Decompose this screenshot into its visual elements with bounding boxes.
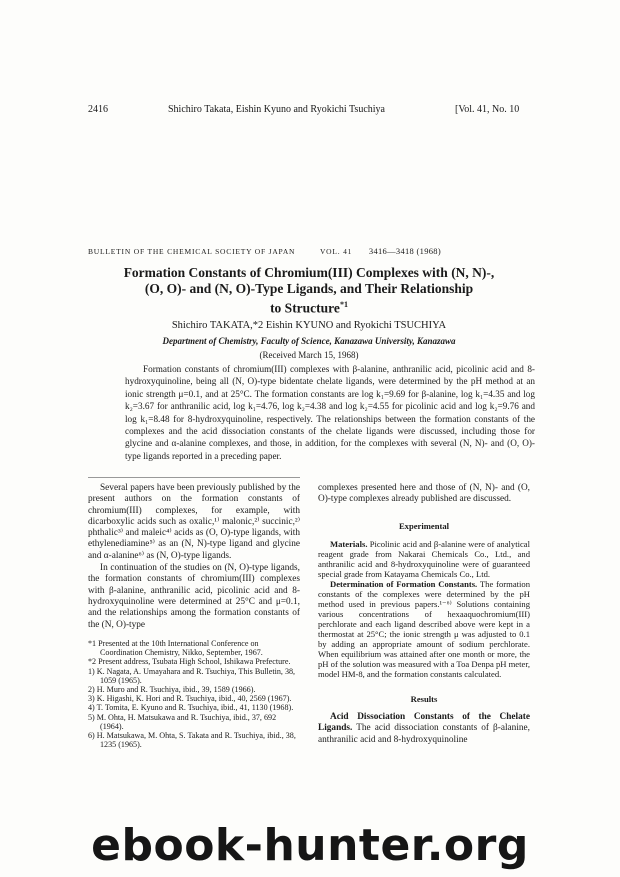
- footnote: *1 Presented at the 10th International Conference on Coordination Chemistry, Nikko, September, 1967.: [88, 639, 263, 658]
- abstract-text: Formation constants of chromium(III) complexes with β-alanine, anthranilic acid, picolinic acid and 8-hydroxyquinoline, being all (N, O)-type bidentate chelate ligands, were determined by the pH method at an ionic strength μ=0.1, and at 25°C. The formation constants are log k₁=9.69 for β-alanine, log k₁=4.35 and log k₂=3.67 for anthranilic acid, log k₁=4.76, log k₂=4.38 and log k₂=4.55 for picolinic acid and log k₂=9.76 and log k₁=8.48 for 8-hydroxyquinoline, respectively. The relationships between the formation constants of the complexes and the acid dissociation constants of the chelate ligands were discussed, including those for glycine and α-alanine complexes, and those, in addition, for the complexes with several (N, N)- and (O, O)-type ligands reported in a preceding paper.: [125, 364, 535, 461]
- author-list: Shichiro TAKATA,*2 Eishin KYUNO and Ryokichi TSUCHIYA: [171, 320, 447, 331]
- acid-dissociation-paragraph: Acid Dissociation Constants of the Chelate Ligands. The acid dissociation constants of β-alanine, anthranilic acid and 8-hydroxyquinoline: [318, 712, 531, 745]
- footnote: 6) H. Matsukawa, M. Ohta, S. Takata and R. Tsuchiya, ibid., 38, 1235 (1965).: [88, 731, 296, 750]
- footnote: *2 Present address, Tsubata High School, Ishikawa Prefecture.: [88, 657, 291, 667]
- right-column: [318, 483, 530, 746]
- results-heading: Results: [410, 693, 438, 704]
- footnote: 1) K. Nagata, A. Umayahara and R. Tsuchiya, This Bulletin, 38, 1059 (1965).: [88, 666, 296, 685]
- footnote: 4) T. Tomita, E. Kyuno and R. Tsuchiya, ibid., 41, 1130 (1968).: [88, 703, 294, 713]
- running-header-authors: Shichiro Takata, Eishin Kyuno and Ryokichi Tsuchiya: [168, 104, 385, 115]
- page-number: 2416: [88, 104, 108, 115]
- intro-continuation: complexes presented here and those of (N, N)- and (O, O)-type complexes already published are discussed.: [318, 483, 530, 505]
- journal-name: BULLETIN OF THE CHEMICAL SOCIETY OF JAPAN: [88, 247, 296, 256]
- article-title: [80, 265, 538, 317]
- footnote: 3) K. Higashi, K. Hori and R. Tsuchiya, ibid., 40, 2569 (1967).: [88, 694, 292, 704]
- footnote-divider: [88, 477, 300, 478]
- journal-line: [88, 246, 441, 256]
- acid-dissociation-heading: Acid Dissociation Constants of the Chelate Ligands.: [318, 712, 530, 734]
- title-line: Formation Constants of Chromium(III) Complexes with (N, N)-,: [123, 265, 495, 280]
- footnote: 2) H. Muro and R. Tsuchiya, ibid., 39, 1589 (1966).: [88, 685, 256, 695]
- received-date: (Received March 15, 1968): [259, 350, 359, 360]
- intro-paragraph-2: In continuation of the studies on (N, O)-type ligands, the formation constants of chromium(III) complexes with β-alanine, anthranilic acid, picolinic acid and 8-hydroxyquinoline were determined at 25°C and μ=0.1, and the relationships among the formation constants of the (N, O)-type: [88, 563, 300, 630]
- determination-heading: Determination of Formation Constants.: [330, 578, 478, 589]
- materials-paragraph: Materials. Picolinic acid and β-alanine were of analytical reagent grade from Nakarai Chemicals Co., Ltd., and anthranilic acid and 8-hydroxyquinoline were of guaranteed special grade from Katayama Chemicals Co., Ltd.: [318, 538, 530, 579]
- abstract: [125, 363, 535, 462]
- title-footnote-mark: *1: [339, 300, 348, 309]
- watermark: ebook-hunter.org: [91, 820, 529, 871]
- journal-pages: 3416—3418 (1968): [368, 246, 441, 256]
- experimental-heading: Experimental: [398, 520, 450, 531]
- intro-paragraph-1: Several papers have been previously published by the present authors on the formation constants of chromium(III) complexes, for example, with dicarboxylic acids such as oxalic,¹⁾ malonic,²⁾ succinic,²⁾ phthalic³⁾ and maleic⁴⁾ acids as (O, O)-type ligands, with ethylenediamine⁵⁾ as an (N, N)-type ligand and glycine and α-alanine⁶⁾ as (N, O)-type ligands.: [88, 483, 300, 561]
- determination-paragraph: Determination of Formation Constants. The formation constants of the complexes were determined by the pH method used in previous papers.¹⁻⁶⁾ Solutions containing various concentrations of hexaaquochromium(III) perchlorate and each ligand described above were kept in a thermostat at 25°C; the ionic strength μ was adjusted to 0.1 by adding an appropriate amount of sodium perchlorate. When equilibrium was attained after one month or more, the pH of the solution was measured with a Toa Denpa pH meter, model HM-8, and the formation constants calculated.: [318, 578, 530, 679]
- affiliation: Department of Chemistry, Faculty of Science, Kanazawa University, Kanazawa: [162, 336, 456, 346]
- footnotes: [88, 639, 300, 749]
- footnote: 5) M. Ohta, H. Matsukawa and R. Tsuchiya, ibid., 37, 692 (1964).: [88, 712, 277, 731]
- running-header-volume: [Vol. 41, No. 10: [455, 104, 520, 115]
- title-line: (O, O)- and (N, O)-Type Ligands, and Their Relationship: [144, 281, 474, 296]
- materials-heading: Materials.: [330, 538, 368, 549]
- title-line: to Structure$^{*1}$: [270, 300, 348, 316]
- left-column: [88, 483, 300, 631]
- journal-volume: VOL. 41: [319, 247, 353, 256]
